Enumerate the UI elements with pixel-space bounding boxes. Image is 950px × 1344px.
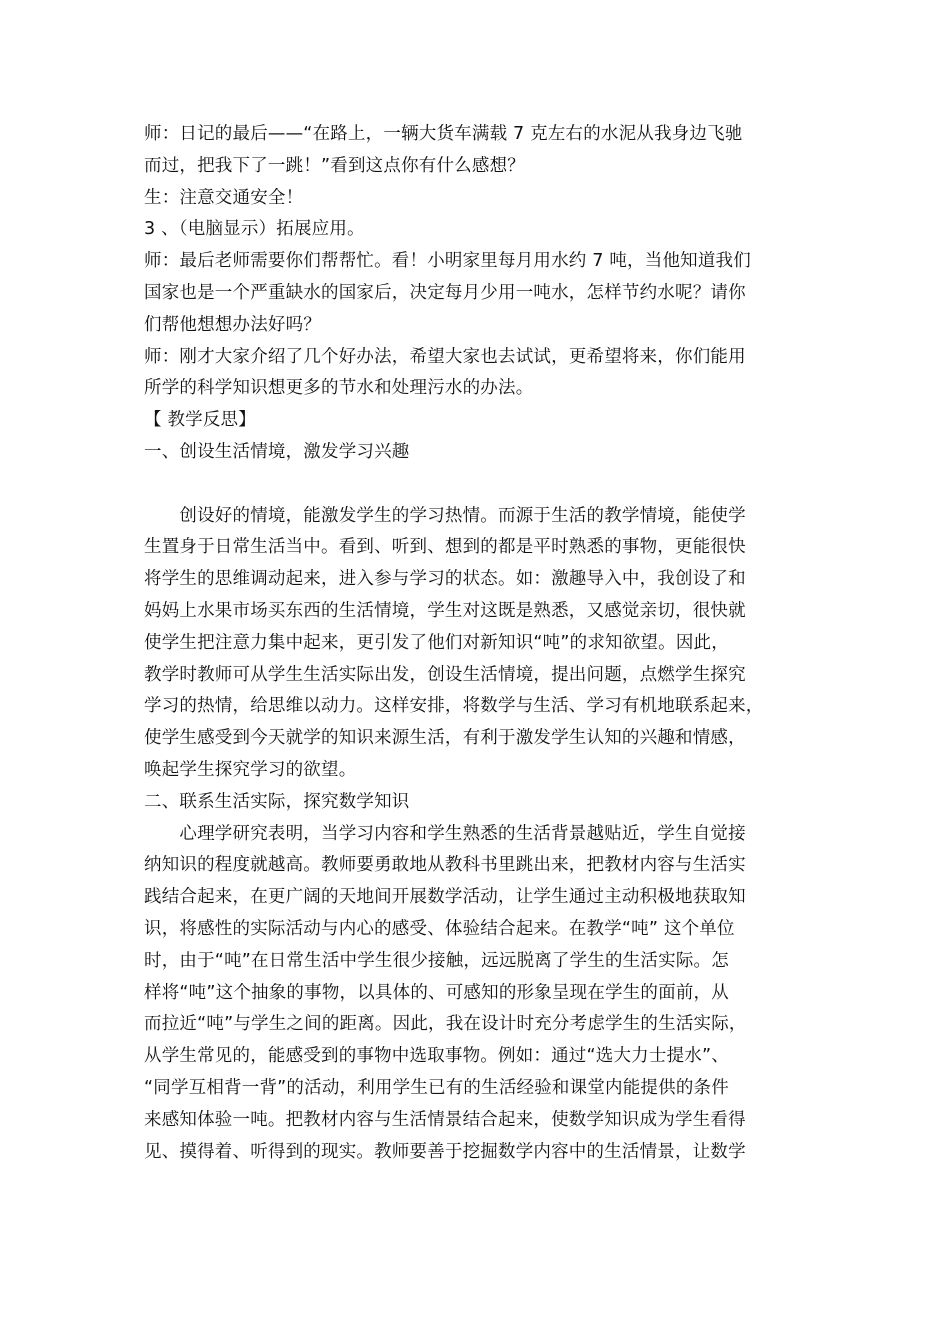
text-line: 妈妈上水果市场买东西的生活情境，学生对这既是熟悉，又感觉亲切，很快就 <box>144 600 746 621</box>
text-line: 而过，把我下了一跳！”看到这点你有什么感想？ <box>144 155 525 176</box>
text-line: 二、联系生活实际，探究数学知识 <box>144 791 410 812</box>
text-line: 师：刚才大家介绍了几个好办法，希望大家也去试试，更希望将来，你们能用 <box>144 346 746 367</box>
text-line: 一、创设生活情境，激发学习兴趣 <box>144 441 410 462</box>
text-line: 来感知体验一吨。把教材内容与生活情景结合起来，使数学知识成为学生看得 <box>144 1109 746 1130</box>
text-line: 【 教学反思】 <box>144 410 256 431</box>
text-line: 见、摸得着、听得到的现实。教师要善于挖掘数学内容中的生活情景，让数学 <box>144 1141 746 1162</box>
text-line: 践结合起来，在更广阔的天地间开展数学活动，让学生通过主动积极地获取知 <box>144 887 746 908</box>
text-line: 3 、（电脑显示）拓展应用。 <box>144 219 365 240</box>
text-line: 生：注意交通安全！ <box>144 187 304 208</box>
text-line: 使学生感受到今天就学的知识来源生活，有利于激发学生认知的兴趣和情感， <box>144 728 746 749</box>
text-line: 识，将感性的实际活动与内心的感受、体验结合起来。在教学“吨” 这个单位 <box>144 918 735 939</box>
text-line: 教学时教师可从学生生活实际出发，创设生活情境，提出问题，点燃学生探究 <box>144 664 746 685</box>
document-body <box>144 119 810 1168</box>
text-line: 师：最后老师需要你们帮帮忙。看！小明家里每月用水约 7 吨，当他知道我们 <box>144 251 751 272</box>
text-line: 从学生常见的，能感受到的事物中选取事物。例如：通过“选大力士提水”、 <box>144 1046 729 1067</box>
text-line: 心理学研究表明，当学习内容和学生熟悉的生活背景越贴近，学生自觉接 <box>144 823 746 844</box>
text-line: 生置身于日常生活当中。看到、听到、想到的都是平时熟悉的事物，更能很快 <box>144 537 746 558</box>
text-line: 学习的热情，给思维以动力。这样安排，将数学与生活、学习有机地联系起来， <box>144 696 764 717</box>
text-line: 纳知识的程度就越高。教师要勇敢地从教科书里跳出来，把教材内容与生活实 <box>144 855 746 876</box>
text-line: 师：日记的最后——“在路上，一辆大货车满载 7 克左右的水泥从我身边飞驰 <box>144 124 743 144</box>
text-line: “同学互相背一背”的活动，利用学生已有的生活经验和课堂内能提供的条件 <box>144 1077 729 1098</box>
text-line: 时，由于“吨”在日常生活中学生很少接触，远远脱离了学生的生活实际。怎 <box>144 950 729 971</box>
text-line: 们帮他想想办法好吗？ <box>144 314 321 335</box>
text-line: 唤起学生探究学习的欲望。 <box>144 759 357 780</box>
text-line: 创设好的情境，能激发学生的学习热情。而源于生活的教学情境，能使学 <box>144 505 746 526</box>
text-line: 样将“吨”这个抽象的事物，以具体的、可感知的形象呈现在学生的面前，从 <box>144 982 729 1003</box>
text-line: 将学生的思维调动起来，进入参与学习的状态。如：激趣导入中，我创设了和 <box>144 569 746 590</box>
text-line: 国家也是一个严重缺水的国家后，决定每月少用一吨水，怎样节约水呢？请你 <box>144 282 746 303</box>
text-line: 使学生把注意力集中起来，更引发了他们对新知识“吨”的求知欲望。因此， <box>144 632 729 653</box>
blank-line <box>144 469 810 501</box>
text-line: 所学的科学知识想更多的节水和处理污水的办法。 <box>144 378 534 399</box>
text-line: 而拉近“吨”与学生之间的距离。因此，我在设计时充分考虑学生的生活实际， <box>144 1014 747 1035</box>
